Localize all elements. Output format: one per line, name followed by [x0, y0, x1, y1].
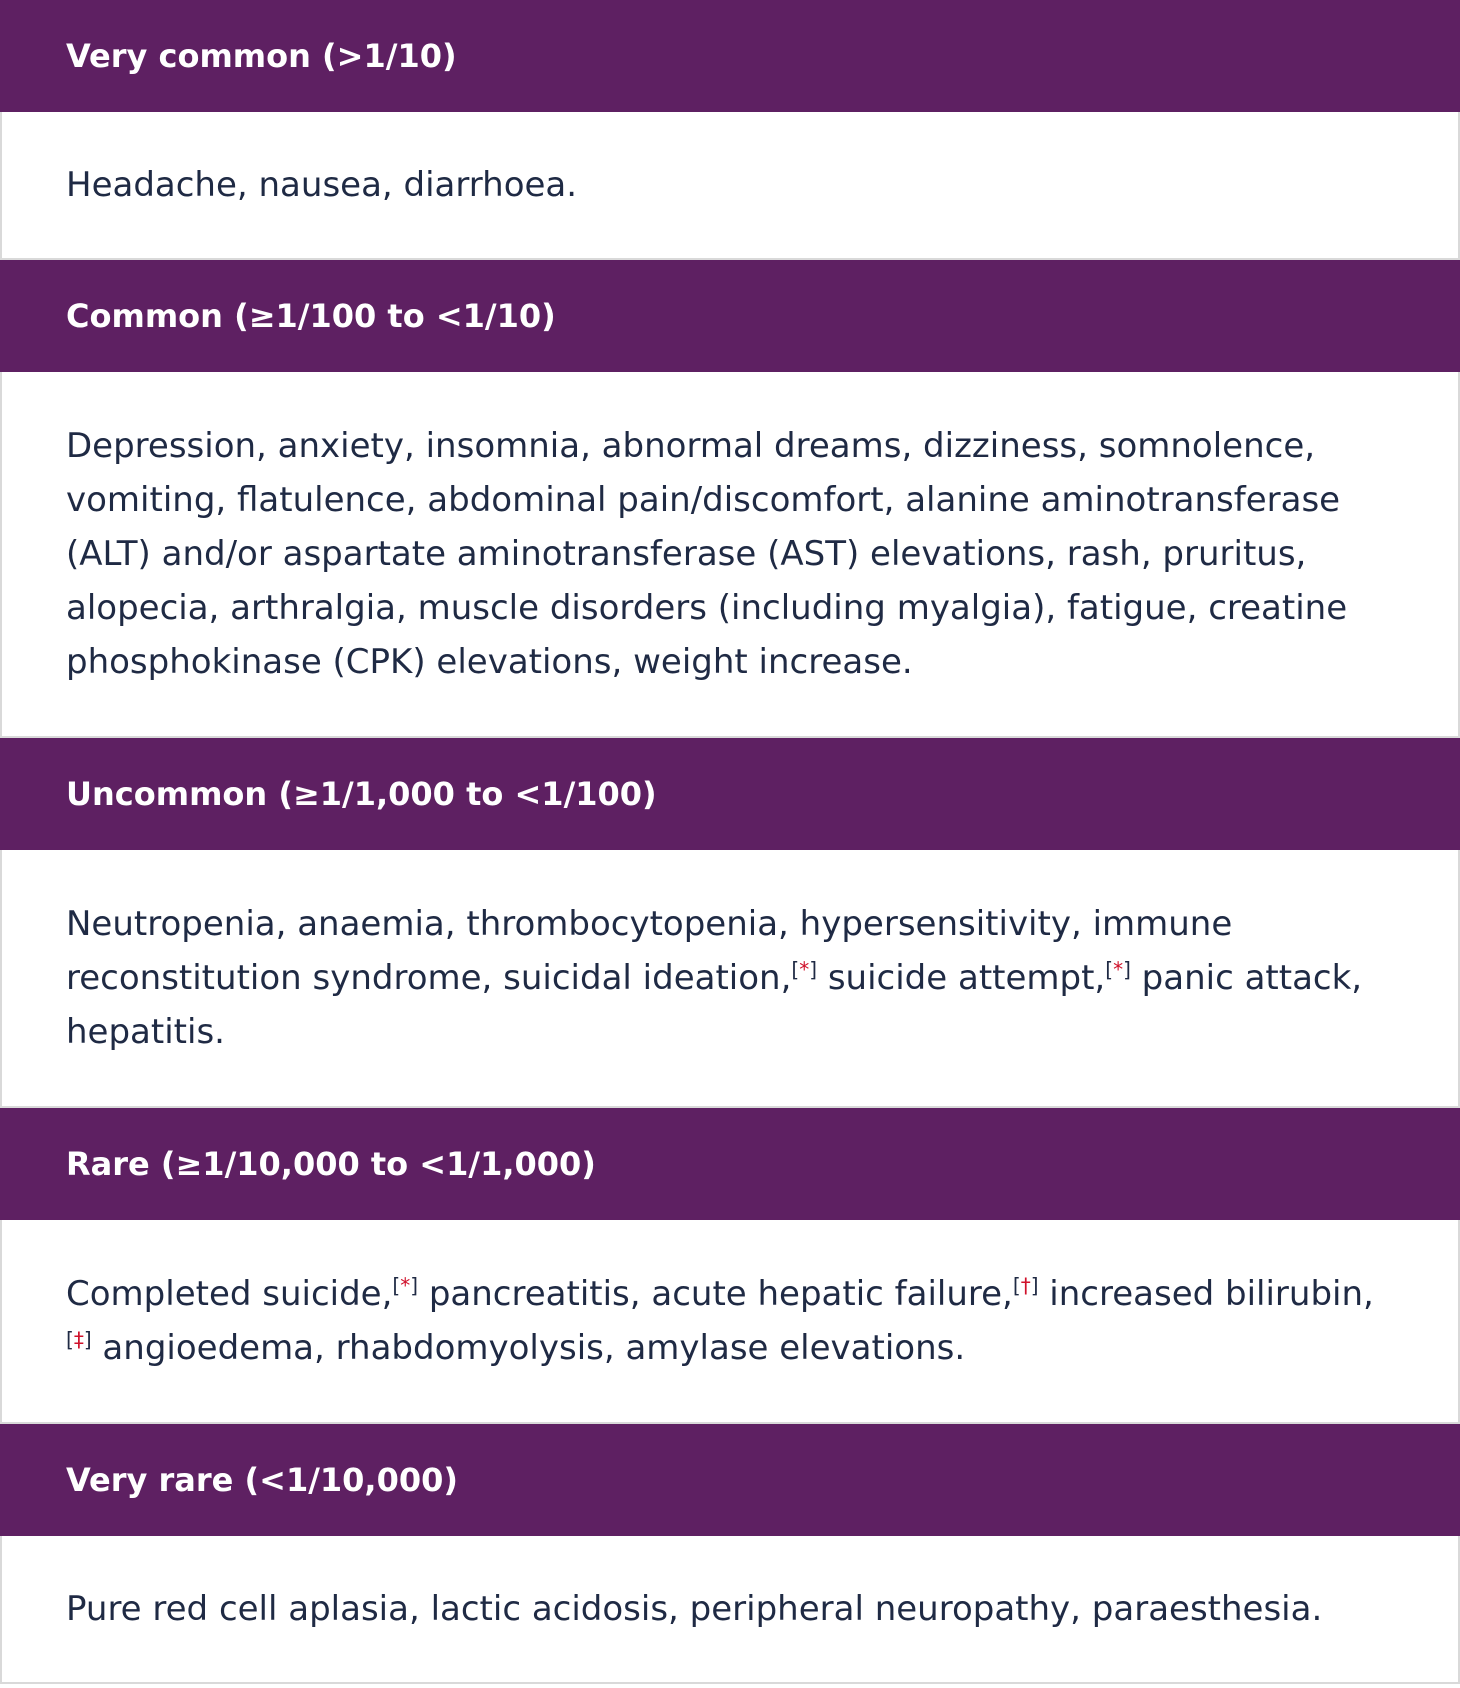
- footnote-ref[interactable]: [*]: [1105, 957, 1131, 982]
- text-fragment: suicide attempt,: [817, 958, 1106, 998]
- text-fragment: panic attack, hepatitis.: [66, 958, 1363, 1052]
- body-text: Depression, anxiety, insomnia, abnormal dreams, dizziness, somnolence, vomiting, flatulence, abdominal pain/discomfort, alanine aminotransferase (ALT) and/or aspartate aminotransferase (AST) elevations, rash, pruritus, alopecia, arthralgia, muscle disorders (including myalgia), fatigue, creatine phosphokinase (CPK) elevations, weight increase.: [66, 426, 1348, 682]
- text-fragment: Completed suicide,: [66, 1274, 393, 1314]
- section-heading-uncommon: [0, 738, 1460, 850]
- section-heading-common: [0, 260, 1460, 372]
- section-body-very-common: [0, 112, 1460, 260]
- footnote-mark: †: [1020, 1273, 1031, 1298]
- footnote-ref[interactable]: [*]: [392, 1273, 419, 1298]
- section-body-rare: [0, 1220, 1460, 1424]
- section-heading-very-rare: [0, 1424, 1460, 1536]
- heading-text: Very rare (<1/10,000): [66, 1461, 458, 1499]
- body-text: [66, 897, 1394, 1059]
- section-heading-rare: [0, 1108, 1460, 1220]
- body-text: Headache, nausea, diarrhoea.: [66, 165, 578, 205]
- footnote-mark: ‡: [73, 1327, 84, 1352]
- footnote-mark: *: [400, 1273, 411, 1298]
- body-text: Pure red cell aplasia, lactic acidosis, peripheral neuropathy, paraesthesia.: [66, 1589, 1323, 1629]
- section-body-common: [0, 372, 1460, 738]
- section-body-very-rare: [0, 1536, 1460, 1684]
- heading-text: Very common (>1/10): [66, 37, 457, 75]
- footnote-mark: *: [1113, 957, 1124, 982]
- text-fragment: increased bilirubin,: [1038, 1274, 1374, 1314]
- footnote-ref[interactable]: [†]: [1012, 1273, 1039, 1298]
- text-fragment: pancreatitis, acute hepatic failure,: [418, 1274, 1013, 1314]
- heading-text: Rare (≥1/10,000 to <1/1,000): [66, 1145, 596, 1183]
- section-heading-very-common: [0, 0, 1460, 112]
- text-fragment: angioedema, rhabdomyolysis, amylase elevations.: [91, 1328, 966, 1368]
- footnote-ref[interactable]: [‡]: [66, 1327, 92, 1352]
- footnote-ref[interactable]: [*]: [791, 957, 818, 982]
- text-fragment: Neutropenia, anaemia, thrombocytopenia, hypersensitivity, immune reconstitution syndrome, suicidal ideation,: [66, 904, 1233, 998]
- heading-text: Uncommon (≥1/1,000 to <1/100): [66, 775, 657, 813]
- body-text: [66, 1267, 1394, 1375]
- footnote-mark: *: [799, 957, 810, 982]
- section-body-uncommon: [0, 850, 1460, 1108]
- heading-text: Common (≥1/100 to <1/10): [66, 297, 556, 335]
